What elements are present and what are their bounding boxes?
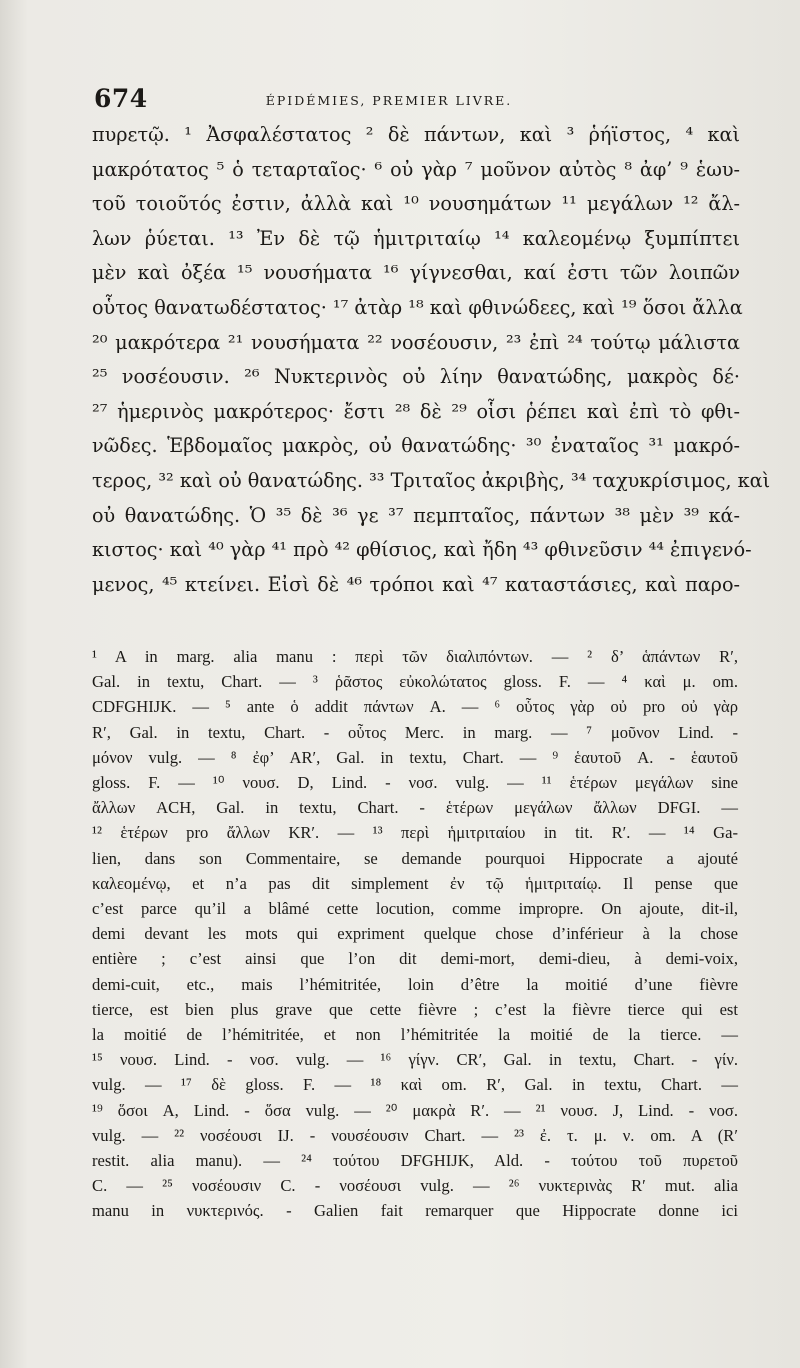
text-line: ²⁵ νοσέουσιν. ²⁶ Νυκτερινὸς οὐ λίην θανατώδης, μακρὸς δέ·: [92, 365, 740, 389]
footnote-line: CDFGHIJK. — ⁵ ante ὁ addit πάντων A. — ⁶ οὗτος γὰρ οὐ pro οὐ γὰρ: [92, 697, 738, 717]
footnote-line: Gal. in textu, Chart. — ³ ῥᾶστος εὐκολώτατος gloss. F. — ⁴ καὶ μ. om.: [92, 672, 738, 692]
footnote-line: c’est parce qu’il a blâmé cette locution, comme impropre. On ajoute, dit-il,: [92, 899, 738, 919]
footnote-line: R′, Gal. in textu, Chart. - οὗτος Merc. in marg. — ⁷ μοῦνον Lind. -: [92, 722, 738, 742]
footnote-line: manu in νυκτερινός. - Galien fait remarquer que Hippocrate donne ici: [92, 1201, 738, 1221]
footnote-line: ¹² ἑτέρων pro ἄλλων KR′. — ¹³ περὶ ἡμιτριταίου in tit. R′. — ¹⁴ Ga-: [92, 823, 738, 843]
footnote-line: lien, dans son Commentaire, se demande pourquoi Hippocrate a ajouté: [92, 848, 738, 868]
footnote-line: restit. alia manu). — ²⁴ τούτου DFGHIJK, Ald. - τούτου τοῦ πυρετοῦ: [92, 1151, 738, 1171]
footnote-line: ¹⁹ ὅσοι A, Lind. - ὅσα vulg. — ²⁰ μακρὰ R′. — ²¹ νουσ. J, Lind. - νοσ.: [92, 1100, 738, 1120]
footnote-line: demi-cuit, etc., mais l’hémitritée, loin d’être la moitié d’une fièvre: [92, 974, 738, 994]
text-line: τερος, ³² καὶ οὐ θανατώδης. ³³ Τριταῖος ἀκριβὴς, ³⁴ ταχυκρίσιμος, καὶ: [92, 468, 771, 492]
footnote-line: entière ; c’est ainsi que l’on dit demi-mort, demi-dieu, à demi-voix,: [92, 949, 738, 969]
footnote-line: C. — ²⁵ νοσέουσιν C. - νοσέουσι vulg. — ²⁶ νυκτερινὰς R′ mut. alia: [92, 1176, 738, 1196]
text-line: μενος, ⁴⁵ κτείνει. Εἰσὶ δὲ ⁴⁶ τρόποι καὶ ⁴⁷ καταστάσιες, καὶ παρο-: [92, 572, 740, 596]
text-line: μὲν καὶ ὀξέα ¹⁵ νουσήματα ¹⁶ γίγνεσθαι, καί ἐστι τῶν λοιπῶν: [92, 261, 740, 285]
footnote-line: ¹⁵ νουσ. Lind. - νοσ. vulg. — ¹⁶ γίγν. CR′, Gal. in textu, Chart. - γίν.: [92, 1050, 738, 1070]
footnote-line: vulg. — ¹⁷ δὲ gloss. F. — ¹⁸ καὶ om. R′, Gal. in textu, Chart. —: [92, 1075, 738, 1095]
text-line: οὐ θανατώδης. Ὁ ³⁵ δὲ ³⁶ γε ³⁷ πεμπταῖος, πάντων ³⁸ μὲν ³⁹ κά-: [92, 503, 740, 527]
page-header: [94, 84, 744, 114]
running-head: ÉPIDÉMIES, PREMIER LIVRE.: [265, 93, 513, 108]
text-line: οὗτος θανατωδέστατος· ¹⁷ ἀτὰρ ¹⁸ καὶ φθινώδεες, καὶ ¹⁹ ὅσοι ἄλλα: [92, 295, 743, 319]
footnote-line: la moitié de l’hémitritée, et non l’hémitritée la moitié de la tierce. —: [92, 1025, 738, 1045]
page-number: 674: [94, 84, 148, 113]
main-greek-text: [92, 118, 771, 602]
text-line: ²⁷ ἡμερινὸς μακρότερος· ἔστι ²⁸ δὲ ²⁹ οἷσι ῥέπει καὶ ἐπὶ τὸ φθι-: [92, 399, 740, 423]
footnote-line: demi devant les mots qui expriment quelque chose d’inférieur à la chose: [92, 924, 738, 944]
text-line: πυρετῷ. ¹ Ἀσφαλέστατος ² δὲ πάντων, καὶ ³ ῥήϊστος, ⁴ καὶ: [92, 123, 740, 146]
footnote-line: tierce, est bien plus grave que cette fièvre ; c’est la fièvre tierce qui est: [92, 999, 738, 1019]
footnote-line: καλεομένῳ, et n’a pas dit simplement ἐν τῷ ἡμιτριταίῳ. Il pense que: [92, 873, 738, 893]
text-line: τοῦ τοιοῦτός ἐστιν, ἀλλὰ καὶ ¹⁰ νουσημάτων ¹¹ μεγάλων ¹² ἄλ-: [92, 192, 740, 216]
text-line: κιστος· καὶ ⁴⁰ γὰρ ⁴¹ πρὸ ⁴² φθίσιος, καὶ ἤδη ⁴³ φθινεῦσιν ⁴⁴ ἐπιγενό-: [92, 538, 752, 562]
text-line: λων ῥύεται. ¹³ Ἐν δὲ τῷ ἡμιτριταίῳ ¹⁴ καλεομένῳ ξυμπίπτει: [92, 226, 740, 250]
footnote-line: ἄλλων ACH, Gal. in textu, Chart. - ἑτέρων μεγάλων ἄλλων DFGI. —: [92, 798, 738, 818]
footnotes: [92, 644, 738, 1224]
footnote-line: gloss. F. — ¹⁰ νουσ. D, Lind. - νοσ. vulg. — ¹¹ ἑτέρων μεγάλων sine: [92, 773, 738, 793]
text-line: ²⁰ μακρότερα ²¹ νουσήματα ²² νοσέουσιν, ²³ ἐπὶ ²⁴ τούτῳ μάλιστα: [92, 330, 740, 354]
text-line: μακρότατος ⁵ ὁ τεταρταῖος· ⁶ οὐ γὰρ ⁷ μοῦνον αὐτὸς ⁸ ἀφ’ ⁹ ἑωυ-: [92, 157, 740, 181]
footnote-line: ¹ A in marg. alia manu : περὶ τῶν διαλιπόντων. — ² δ’ ἁπάντων R′,: [92, 647, 738, 666]
footnote-line: μόνον vulg. — ⁸ ἐφ’ AR′, Gal. in textu, Chart. — ⁹ ἑαυτοῦ A. - ἑαυτοῦ: [92, 747, 738, 767]
text-line: νῶδες. Ἑβδομαῖος μακρὸς, οὐ θανατώδης· ³⁰ ἐναταῖος ³¹ μακρό-: [92, 434, 740, 458]
footnote-line: vulg. — ²² νοσέουσι IJ. - νουσέουσιν Chart. — ²³ ἐ. τ. μ. ν. om. A (R′: [92, 1125, 738, 1145]
